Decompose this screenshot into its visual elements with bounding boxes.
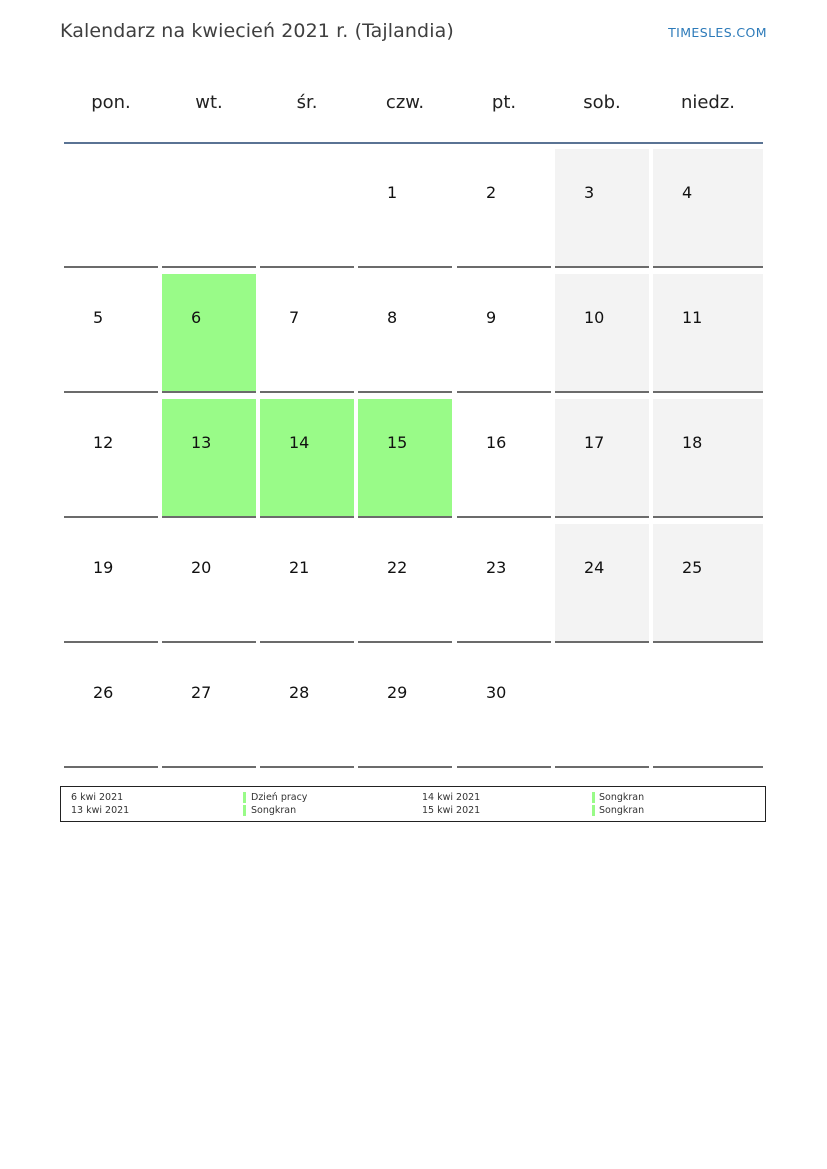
day-number: 22 <box>387 558 408 577</box>
cell-divider <box>358 766 452 768</box>
day-number: 10 <box>584 308 605 327</box>
cell-divider <box>260 391 354 393</box>
cell-divider <box>260 641 354 643</box>
cell-divider <box>457 516 551 518</box>
day-number: 20 <box>191 558 212 577</box>
legend-name: Songkran <box>599 805 645 816</box>
cell-divider <box>555 266 649 268</box>
day-number: 21 <box>289 558 310 577</box>
brand-link[interactable]: TIMESLES.COM <box>668 25 767 40</box>
day-cell[interactable] <box>260 274 354 393</box>
weekday-header <box>64 80 763 128</box>
day-number: 7 <box>289 308 300 327</box>
legend-date: 14 kwi 2021 <box>422 792 481 803</box>
day-number: 28 <box>289 683 310 702</box>
cell-divider <box>162 516 256 518</box>
day-cell[interactable] <box>555 274 649 393</box>
day-cell[interactable] <box>358 649 452 768</box>
cell-divider <box>162 641 256 643</box>
cell-divider <box>653 391 763 393</box>
holiday-legend <box>60 786 766 822</box>
header-divider <box>64 142 763 144</box>
day-number: 19 <box>93 558 114 577</box>
cell-divider <box>260 516 354 518</box>
cell-divider <box>457 266 551 268</box>
day-number: 15 <box>387 433 408 452</box>
cell-divider <box>555 766 649 768</box>
cell-divider <box>653 516 763 518</box>
cell-divider <box>555 516 649 518</box>
legend-marker <box>243 805 246 816</box>
day-number: 30 <box>486 683 507 702</box>
day-number: 27 <box>191 683 212 702</box>
day-cell[interactable] <box>260 149 354 268</box>
day-cell[interactable] <box>653 649 763 768</box>
legend-marker <box>592 792 595 803</box>
legend-marker <box>592 805 595 816</box>
day-number: 3 <box>584 183 595 202</box>
day-number: 14 <box>289 433 310 452</box>
day-number: 9 <box>486 308 497 327</box>
day-cell[interactable] <box>555 649 649 768</box>
cell-divider <box>64 266 158 268</box>
cell-divider <box>358 641 452 643</box>
day-cell[interactable] <box>653 149 763 268</box>
legend-date: 15 kwi 2021 <box>422 805 481 816</box>
day-number: 12 <box>93 433 114 452</box>
cell-divider <box>64 391 158 393</box>
cell-divider <box>457 766 551 768</box>
day-cell[interactable] <box>64 649 158 768</box>
day-cell[interactable] <box>162 649 256 768</box>
day-number: 25 <box>682 558 703 577</box>
day-number: 4 <box>682 183 693 202</box>
cell-divider <box>358 391 452 393</box>
day-number: 2 <box>486 183 497 202</box>
day-cell[interactable] <box>555 149 649 268</box>
day-number: 26 <box>93 683 114 702</box>
weekday-thu: czw. <box>385 92 425 113</box>
day-cell[interactable] <box>260 524 354 643</box>
day-cell[interactable] <box>64 524 158 643</box>
weekday-mon: pon. <box>91 92 131 113</box>
weekday-tue: wt. <box>195 92 223 113</box>
cell-divider <box>653 266 763 268</box>
day-cell[interactable] <box>653 274 763 393</box>
day-number: 11 <box>682 308 703 327</box>
day-cell[interactable] <box>555 399 649 518</box>
day-number: 16 <box>486 433 507 452</box>
weekday-fri: pt. <box>491 92 517 113</box>
legend-name: Dzień pracy <box>251 792 308 803</box>
legend-date: 13 kwi 2021 <box>71 805 130 816</box>
cell-divider <box>64 516 158 518</box>
day-cell[interactable] <box>457 274 551 393</box>
weekday-sun: niedz. <box>680 92 736 113</box>
cell-divider <box>260 266 354 268</box>
day-number: 5 <box>93 308 104 327</box>
legend-date: 6 kwi 2021 <box>71 792 124 803</box>
cell-divider <box>555 391 649 393</box>
day-cell[interactable] <box>64 399 158 518</box>
cell-divider <box>162 266 256 268</box>
cell-divider <box>457 641 551 643</box>
day-cell[interactable] <box>457 399 551 518</box>
cell-divider <box>64 766 158 768</box>
page-title: Kalendarz na kwiecień 2021 r. (Tajlandia) <box>60 20 454 42</box>
day-cell[interactable] <box>358 399 452 518</box>
legend-name: Songkran <box>599 792 645 803</box>
cell-divider <box>555 641 649 643</box>
day-cell[interactable] <box>358 274 452 393</box>
cell-divider <box>64 641 158 643</box>
day-cell[interactable] <box>457 524 551 643</box>
day-cell[interactable] <box>162 149 256 268</box>
day-number: 1 <box>387 183 398 202</box>
cell-divider <box>162 391 256 393</box>
day-cell[interactable] <box>64 149 158 268</box>
day-number: 23 <box>486 558 507 577</box>
day-cell[interactable] <box>457 149 551 268</box>
day-number: 17 <box>584 433 605 452</box>
cell-divider <box>653 766 763 768</box>
day-cell[interactable] <box>555 524 649 643</box>
day-cell[interactable] <box>162 274 256 393</box>
cell-divider <box>653 641 763 643</box>
day-number: 29 <box>387 683 408 702</box>
day-cell[interactable] <box>162 399 256 518</box>
day-cell[interactable] <box>457 649 551 768</box>
day-cell[interactable] <box>260 399 354 518</box>
day-cell[interactable] <box>162 524 256 643</box>
day-number: 18 <box>682 433 703 452</box>
day-number: 13 <box>191 433 212 452</box>
weekday-sat: sob. <box>583 92 621 113</box>
day-number: 24 <box>584 558 605 577</box>
legend-marker <box>243 792 246 803</box>
cell-divider <box>457 391 551 393</box>
cell-divider <box>162 766 256 768</box>
day-cell[interactable] <box>64 274 158 393</box>
weekday-wed: śr. <box>296 92 318 113</box>
day-number: 6 <box>191 308 202 327</box>
day-cell[interactable] <box>653 399 763 518</box>
day-cell[interactable] <box>260 649 354 768</box>
day-cell[interactable] <box>358 524 452 643</box>
cell-divider <box>260 766 354 768</box>
cell-divider <box>358 266 452 268</box>
legend-name: Songkran <box>251 805 297 816</box>
cell-divider <box>358 516 452 518</box>
day-cell[interactable] <box>653 524 763 643</box>
day-cell[interactable] <box>358 149 452 268</box>
day-number: 8 <box>387 308 398 327</box>
